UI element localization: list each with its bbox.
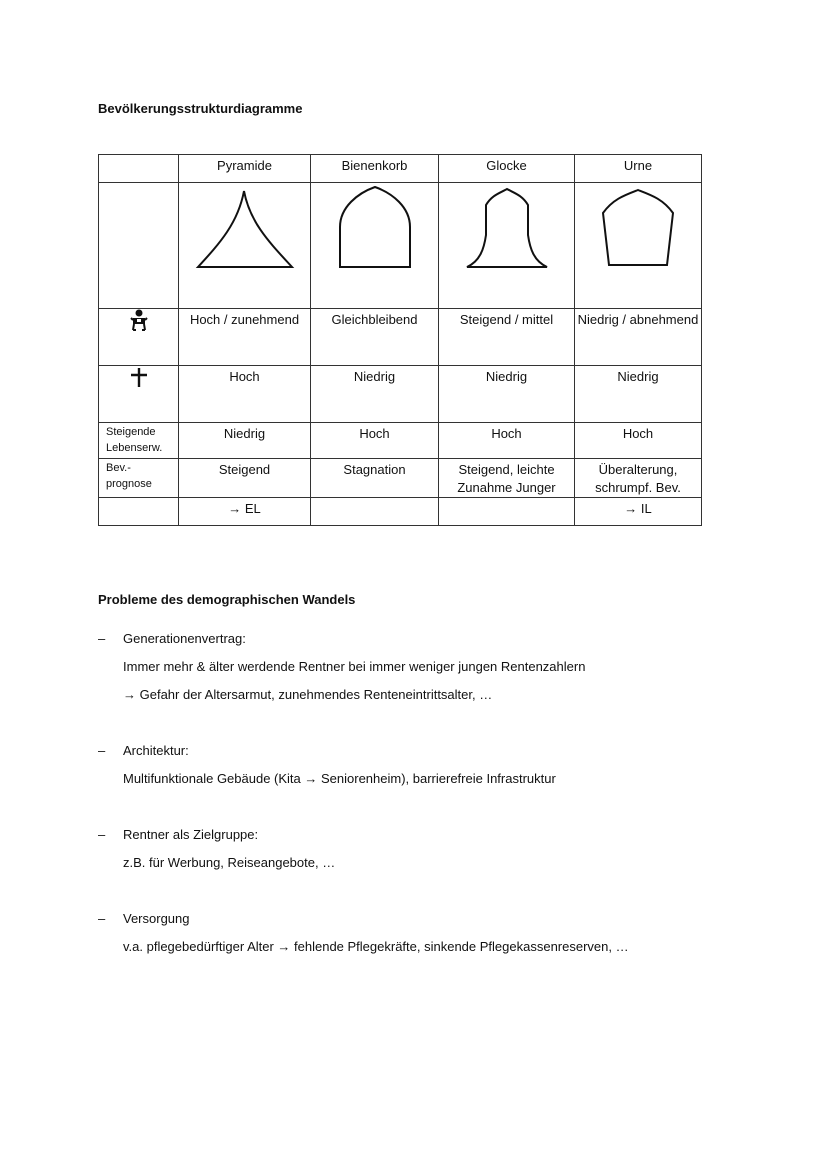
bullet-dash: –	[98, 911, 106, 926]
problem-title: Versorgung	[123, 911, 190, 926]
life-expectancy-urne: Hoch	[575, 423, 702, 459]
life-expectancy-label: Steigende Lebenserw.	[99, 423, 179, 459]
classification-pyramide: → EL	[179, 498, 311, 526]
problem-title: Generationenvertrag:	[123, 631, 246, 646]
births-pyramide: Hoch / zunehmend	[179, 309, 311, 366]
problem-line: → Gefahr der Altersarmut, zunehmendes Renteneintrittsalter, …	[123, 687, 493, 702]
forecast-glocke: Steigend, leichte Zunahme Junger	[439, 459, 575, 498]
classification-label	[99, 498, 179, 526]
problem-architektur	[98, 742, 748, 788]
forecast-row	[99, 459, 702, 498]
life-expectancy-row	[99, 423, 702, 459]
deaths-row	[99, 366, 702, 423]
problem-versorgung	[98, 910, 748, 956]
problem-title: Rentner als Zielgruppe:	[123, 827, 259, 842]
bullet-dash: –	[98, 743, 106, 758]
deaths-pyramide: Hoch	[179, 366, 311, 423]
problem-title: Architektur:	[123, 743, 189, 758]
classification-urne: → IL	[575, 498, 702, 526]
header-glocke: Glocke	[439, 155, 575, 183]
problem-generationenvertrag	[98, 630, 748, 704]
births-urne: Niedrig / abnehmend	[575, 309, 702, 366]
table-header-row	[99, 155, 702, 183]
classification-bienenkorb	[311, 498, 439, 526]
bullet-dash: –	[98, 631, 106, 646]
forecast-bienenkorb: Stagnation	[311, 459, 439, 498]
births-label-cell	[99, 309, 179, 366]
forecast-label: Bev.- prognose	[99, 459, 179, 498]
urn-shape-cell	[575, 183, 702, 309]
cross-icon	[129, 366, 149, 388]
header-cell-empty	[99, 155, 179, 183]
bell-shape-cell	[439, 183, 575, 309]
population-structure-table	[98, 154, 702, 526]
header-bienenkorb: Bienenkorb	[311, 155, 439, 183]
life-expectancy-pyramide: Niedrig	[179, 423, 311, 459]
deaths-label-cell	[99, 366, 179, 423]
beehive-shape-icon	[320, 183, 430, 273]
problem-line: Multifunktionale Gebäude (Kita → Seniorenheim), barrierefreie Infrastruktur	[123, 771, 556, 786]
deaths-bienenkorb: Niedrig	[311, 366, 439, 423]
problem-line: z.B. für Werbung, Reiseangebote, …	[123, 855, 336, 870]
forecast-pyramide: Steigend	[179, 459, 311, 498]
life-expectancy-bienenkorb: Hoch	[311, 423, 439, 459]
births-glocke: Steigend / mittel	[439, 309, 575, 366]
urn-shape-icon	[583, 183, 693, 273]
classification-row	[99, 498, 702, 526]
life-expectancy-glocke: Hoch	[439, 423, 575, 459]
header-pyramide: Pyramide	[179, 155, 311, 183]
classification-glocke	[439, 498, 575, 526]
beehive-shape-cell	[311, 183, 439, 309]
header-urne: Urne	[575, 155, 702, 183]
shapes-row	[99, 183, 702, 309]
forecast-urne: Überalterung, schrumpf. Bev.	[575, 459, 702, 498]
pyramid-shape-icon	[190, 183, 300, 273]
births-bienenkorb: Gleichbleibend	[311, 309, 439, 366]
baby-icon	[130, 309, 148, 331]
pyramid-shape-cell	[179, 183, 311, 309]
bell-shape-icon	[452, 183, 562, 273]
shapes-label-cell	[99, 183, 179, 309]
bullet-dash: –	[98, 827, 106, 842]
section-title-structure-diagrams: Bevölkerungsstrukturdiagramme	[98, 101, 303, 116]
problem-rentner-zielgruppe	[98, 826, 748, 872]
deaths-urne: Niedrig	[575, 366, 702, 423]
problems-list	[98, 630, 748, 956]
births-row	[99, 309, 702, 366]
deaths-glocke: Niedrig	[439, 366, 575, 423]
problem-line: v.a. pflegebedürftiger Alter → fehlende Pflegekräfte, sinkende Pflegekassenreserven, …	[123, 939, 629, 954]
problem-line: Immer mehr & älter werdende Rentner bei immer weniger jungen Rentenzahlern	[123, 659, 586, 674]
section-title-demographic-problems: Probleme des demographischen Wandels	[98, 592, 356, 607]
